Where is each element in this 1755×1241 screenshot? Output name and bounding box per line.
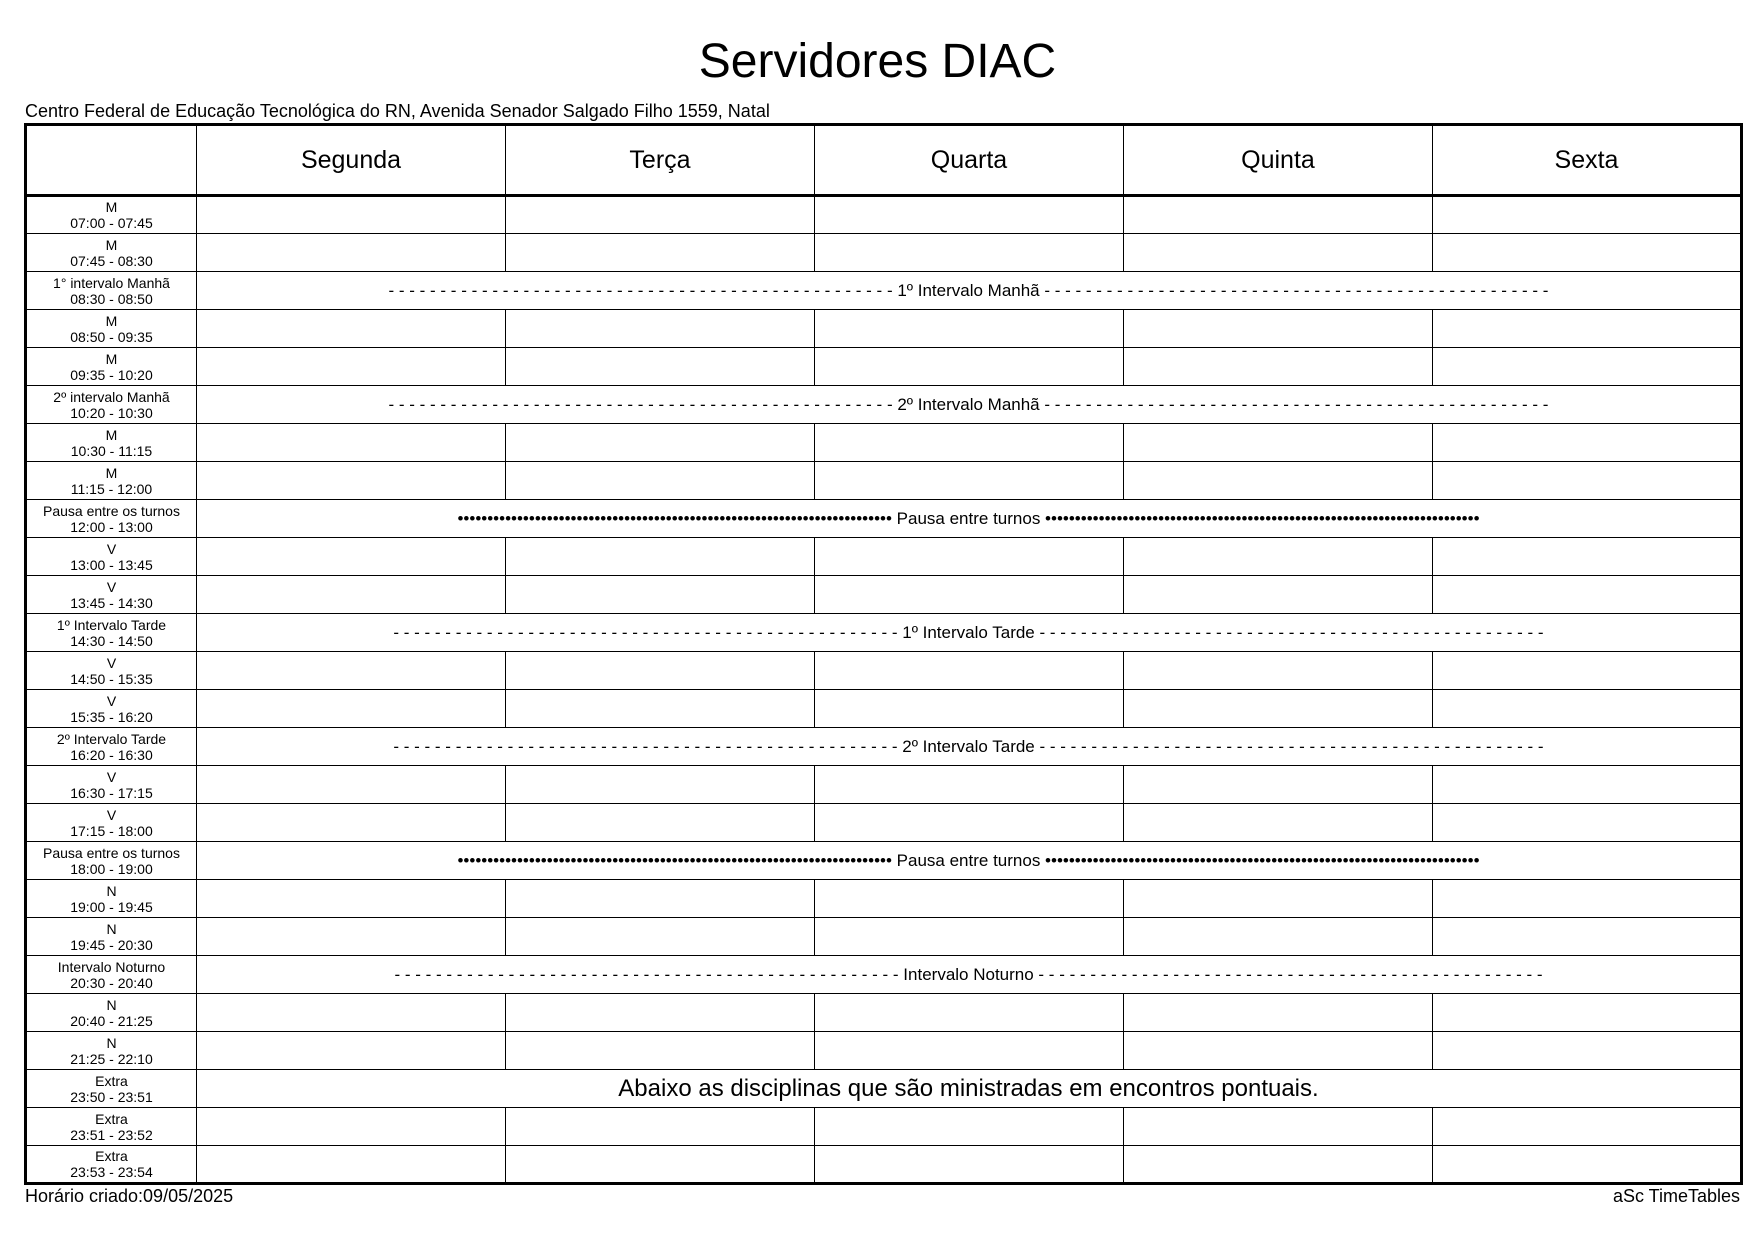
period-label: V [106,540,117,557]
period-row [26,576,1742,614]
period-row [26,348,1742,386]
timetable-slot[interactable] [1124,1032,1433,1070]
period-time: 20:40 - 21:25 [70,1012,153,1029]
break-separator: ••••••••••••••••••••••••••••••••••••••••••••••••••••••••••••••••••••••••• [457,508,897,528]
period-time: 17:15 - 18:00 [70,822,153,839]
timetable-slot[interactable] [1124,880,1433,918]
period-header [26,728,197,766]
period-time: 16:20 - 16:30 [70,746,153,763]
timetable-slot[interactable] [1433,766,1742,804]
period-row [26,1032,1742,1070]
period-time: 09:35 - 10:20 [70,366,153,383]
period-header [26,1032,197,1070]
period-label: M [105,350,118,367]
period-time: 10:20 - 10:30 [70,404,153,421]
period-time: 23:51 - 23:52 [70,1126,153,1143]
period-time: 12:00 - 13:00 [70,518,153,535]
timetable-slot[interactable] [1433,196,1742,234]
period-time: 07:45 - 08:30 [70,252,153,269]
timetable-slot[interactable] [197,196,506,234]
period-time: 14:50 - 15:35 [70,670,153,687]
timetable-slot[interactable] [1433,1032,1742,1070]
extra-note-text: Abaixo as disciplinas que são ministradas em encontros pontuais. [618,1074,1319,1102]
timetable-slot[interactable] [506,538,815,576]
period-label: N [106,882,117,899]
period-row [26,272,1742,310]
period-header [26,1070,197,1108]
period-header [26,804,197,842]
timetable-slot[interactable] [1124,804,1433,842]
period-label: M [105,464,118,481]
period-label: M [105,236,118,253]
timetable-slot[interactable] [1124,1108,1433,1146]
period-row [26,690,1742,728]
period-time: 14:30 - 14:50 [70,632,153,649]
period-row [26,1108,1742,1146]
timetable-slot[interactable] [1433,576,1742,614]
period-row [26,804,1742,842]
break-separator: - - - - - - - - - - - - - - - - - - - - - - - - - - - - - - - - - - - - - - - - - - - - - - - - - [388,394,898,414]
period-row [26,918,1742,956]
timetable-slot[interactable] [1124,348,1433,386]
timetable-slot[interactable] [815,652,1124,690]
timetable-slot[interactable] [815,462,1124,500]
period-time: 21:25 - 22:10 [70,1050,153,1067]
period-header [26,994,197,1032]
timetable-slot[interactable] [1124,538,1433,576]
break-label: Pausa entre turnos [896,850,1041,870]
timetable-slot[interactable] [197,576,506,614]
period-time: 19:45 - 20:30 [70,936,153,953]
period-row [26,994,1742,1032]
timetable-slot[interactable] [506,918,815,956]
period-header [26,310,197,348]
break-separator: ••••••••••••••••••••••••••••••••••••••••••••••••••••••••••••••••••••••••• [457,850,897,870]
timetable-slot[interactable] [1124,690,1433,728]
timetable-slot[interactable] [197,690,506,728]
day-header-quarta: Quarta [815,125,1124,196]
timetable-slot[interactable] [815,538,1124,576]
timetable-slot[interactable] [506,348,815,386]
period-row [26,500,1742,538]
timetable-slot[interactable] [1433,234,1742,272]
timetable-slot[interactable] [815,804,1124,842]
period-time: 20:30 - 20:40 [70,974,153,991]
period-header [26,424,197,462]
period-label: V [106,768,117,785]
timetable-slot[interactable] [506,196,815,234]
timetable [24,123,1743,1185]
break-separator: - - - - - - - - - - - - - - - - - - - - - - - - - - - - - - - - - - - - - - - - - - - - - - - - - [393,622,903,642]
break-row-cell [197,842,1742,880]
period-time: 16:30 - 17:15 [70,784,153,801]
timetable-slot[interactable] [815,766,1124,804]
break-separator: ••••••••••••••••••••••••••••••••••••••••••••••••••••••••••••••••••••••••• [1040,850,1480,870]
period-row [26,424,1742,462]
break-row-cell [197,386,1742,424]
timetable-slot[interactable] [197,766,506,804]
period-time: 10:30 - 11:15 [70,442,153,459]
period-header [26,348,197,386]
break-separator: - - - - - - - - - - - - - - - - - - - - - - - - - - - - - - - - - - - - - - - - - - - - - - - - - [394,964,904,984]
period-time: 08:50 - 09:35 [70,328,153,345]
timetable-slot[interactable] [815,690,1124,728]
timetable-slot[interactable] [1124,918,1433,956]
timetable-slot[interactable] [1433,310,1742,348]
timetable-slot[interactable] [1124,310,1433,348]
timetable-slot[interactable] [815,880,1124,918]
timetable-slot[interactable] [197,880,506,918]
timetable-slot[interactable] [1124,1146,1433,1184]
period-time: 19:00 - 19:45 [70,898,153,915]
period-label: Pausa entre os turnos [43,844,180,861]
timetable-slot[interactable] [197,652,506,690]
day-header-sexta: Sexta [1433,125,1742,196]
period-header [26,766,197,804]
period-row [26,766,1742,804]
timetable-slot[interactable] [1433,652,1742,690]
day-header-quinta: Quinta [1124,125,1433,196]
timetable-slot[interactable] [1124,652,1433,690]
period-header [26,272,197,310]
break-row-cell [197,272,1742,310]
period-label: 2º intervalo Manhã [53,388,170,405]
timetable-slot[interactable] [506,1032,815,1070]
break-separator: ••••••••••••••••••••••••••••••••••••••••••••••••••••••••••••••••••••••••• [1040,508,1480,528]
break-separator: - - - - - - - - - - - - - - - - - - - - - - - - - - - - - - - - - - - - - - - - - - - - - - - - - [1039,394,1549,414]
timetable-slot[interactable] [1433,804,1742,842]
period-label: V [106,692,117,709]
timetable-slot[interactable] [197,804,506,842]
period-row [26,1070,1742,1108]
timetable-slot[interactable] [197,918,506,956]
timetable-slot[interactable] [815,918,1124,956]
break-label: 2º Intervalo Manhã [897,394,1040,414]
period-row [26,614,1742,652]
timetable-slot[interactable] [506,880,815,918]
period-header [26,386,197,424]
period-row [26,538,1742,576]
period-row [26,1146,1742,1184]
period-label: M [105,199,118,215]
period-label: 1º Intervalo Tarde [56,616,167,633]
day-header-terca: Terça [506,125,815,196]
period-row [26,880,1742,918]
break-row-cell [197,956,1742,994]
timetable-slot[interactable] [1124,462,1433,500]
period-row [26,956,1742,994]
timetable-slot[interactable] [197,310,506,348]
break-label: Intervalo Noturno [903,964,1034,984]
period-label: V [106,578,117,595]
period-label: V [106,654,117,671]
timetable-slot[interactable] [815,424,1124,462]
timetable-slot[interactable] [1433,1146,1742,1184]
timetable-slot[interactable] [815,196,1124,234]
timetable-slot[interactable] [815,348,1124,386]
timetable-slot[interactable] [1124,196,1433,234]
period-row [26,842,1742,880]
period-label: N [106,1034,117,1051]
break-separator: - - - - - - - - - - - - - - - - - - - - - - - - - - - - - - - - - - - - - - - - - - - - - - - - - [393,736,903,756]
period-time: 07:00 - 07:45 [70,215,153,231]
timetable-slot[interactable] [506,576,815,614]
break-label: 1º Intervalo Tarde [902,622,1035,642]
break-row-cell [197,728,1742,766]
break-row-cell [197,500,1742,538]
timetable-slot[interactable] [506,462,815,500]
period-row [26,196,1742,234]
break-label: 1º Intervalo Manhã [897,280,1040,300]
timetable-slot[interactable] [815,1146,1124,1184]
timetable-slot[interactable] [197,1032,506,1070]
period-label: M [105,312,118,329]
period-label: 1° intervalo Manhã [53,274,170,291]
timetable-slot[interactable] [1433,424,1742,462]
timetable-slot[interactable] [506,310,815,348]
period-row [26,310,1742,348]
timetable-slot[interactable] [1124,424,1433,462]
timetable-slot[interactable] [506,766,815,804]
period-label: Pausa entre os turnos [43,502,180,519]
period-time: 15:35 - 16:20 [70,708,153,725]
period-header [26,956,197,994]
timetable-slot[interactable] [1433,918,1742,956]
period-header [26,918,197,956]
period-time: 18:00 - 19:00 [70,860,153,877]
timetable-slot[interactable] [1433,994,1742,1032]
timetable-slot[interactable] [506,1108,815,1146]
timetable-slot[interactable] [506,690,815,728]
timetable-slot[interactable] [815,234,1124,272]
timetable-slot[interactable] [815,1032,1124,1070]
period-row [26,386,1742,424]
school-address: Centro Federal de Educação Tecnológica do RN, Avenida Senador Salgado Filho 1559, Natal [25,101,770,121]
generator-brand: aSc TimeTables [1612,1186,1740,1206]
timetable-slot[interactable] [1124,994,1433,1032]
period-label: Extra [95,1148,128,1164]
break-separator: - - - - - - - - - - - - - - - - - - - - - - - - - - - - - - - - - - - - - - - - - - - - - - - - - [388,280,898,300]
timetable-slot[interactable] [506,994,815,1032]
timetable-slot[interactable] [1124,576,1433,614]
timetable-slot[interactable] [1433,462,1742,500]
period-header [26,576,197,614]
break-label: Pausa entre turnos [896,508,1041,528]
break-separator: - - - - - - - - - - - - - - - - - - - - - - - - - - - - - - - - - - - - - - - - - - - - - - - - - [1034,736,1544,756]
timetable-slot[interactable] [197,1146,506,1184]
day-header-row [26,125,1742,196]
period-header [26,234,197,272]
timetable-slot[interactable] [1433,538,1742,576]
timetable-slot[interactable] [506,652,815,690]
break-separator: - - - - - - - - - - - - - - - - - - - - - - - - - - - - - - - - - - - - - - - - - - - - - - - - - [1033,964,1543,984]
period-header [26,690,197,728]
period-label: Extra [95,1072,128,1089]
timetable-slot[interactable] [197,348,506,386]
created-date: Horário criado:09/05/2025 [25,1186,234,1206]
period-label: Extra [95,1110,128,1127]
timetable-slot[interactable] [1433,880,1742,918]
period-time: 23:50 - 23:51 [70,1088,153,1105]
period-header [26,462,197,500]
break-separator: - - - - - - - - - - - - - - - - - - - - - - - - - - - - - - - - - - - - - - - - - - - - - - - - - [1039,280,1549,300]
period-header [26,652,197,690]
timetable-slot[interactable] [197,234,506,272]
page-title: Servidores DIAC [698,35,1057,88]
extra-note [197,1070,1742,1108]
period-header [26,196,197,234]
timetable-slot[interactable] [506,424,815,462]
period-label: Intervalo Noturno [57,958,166,975]
period-label: N [106,996,117,1013]
period-header [26,1146,197,1184]
timetable-slot[interactable] [1433,348,1742,386]
period-time: 11:15 - 12:00 [70,480,153,497]
timetable-slot[interactable] [197,994,506,1032]
timetable-slot[interactable] [815,576,1124,614]
timetable-slot[interactable] [815,994,1124,1032]
period-row [26,652,1742,690]
period-time: 13:00 - 13:45 [70,556,153,573]
period-time: 08:30 - 08:50 [70,290,153,307]
period-header [26,538,197,576]
period-label: V [106,806,117,823]
timetable-slot[interactable] [815,310,1124,348]
period-header [26,842,197,880]
period-header [26,880,197,918]
period-header [26,614,197,652]
day-header-segunda: Segunda [197,125,506,196]
period-row [26,728,1742,766]
timetable-slot[interactable] [815,1108,1124,1146]
period-header [26,500,197,538]
period-label: M [105,426,118,443]
timetable-slot[interactable] [506,1146,815,1184]
timetable-slot[interactable] [506,804,815,842]
break-row-cell [197,614,1742,652]
period-time: 13:45 - 14:30 [70,594,153,611]
timetable-slot[interactable] [1433,690,1742,728]
break-label: 2º Intervalo Tarde [902,736,1035,756]
period-label: 2º Intervalo Tarde [56,730,167,747]
corner-cell [26,125,197,196]
period-time: 23:53 - 23:54 [70,1164,153,1180]
timetable-slot[interactable] [1124,766,1433,804]
timetable-slot[interactable] [197,538,506,576]
period-row [26,234,1742,272]
period-label: N [106,920,117,937]
timetable-slot[interactable] [197,1108,506,1146]
period-row [26,462,1742,500]
timetable-slot[interactable] [1433,1108,1742,1146]
timetable-slot[interactable] [197,424,506,462]
timetable-slot[interactable] [1124,234,1433,272]
timetable-slot[interactable] [197,462,506,500]
timetable-slot[interactable] [506,234,815,272]
break-separator: - - - - - - - - - - - - - - - - - - - - - - - - - - - - - - - - - - - - - - - - - - - - - - - - - [1034,622,1544,642]
period-header [26,1108,197,1146]
